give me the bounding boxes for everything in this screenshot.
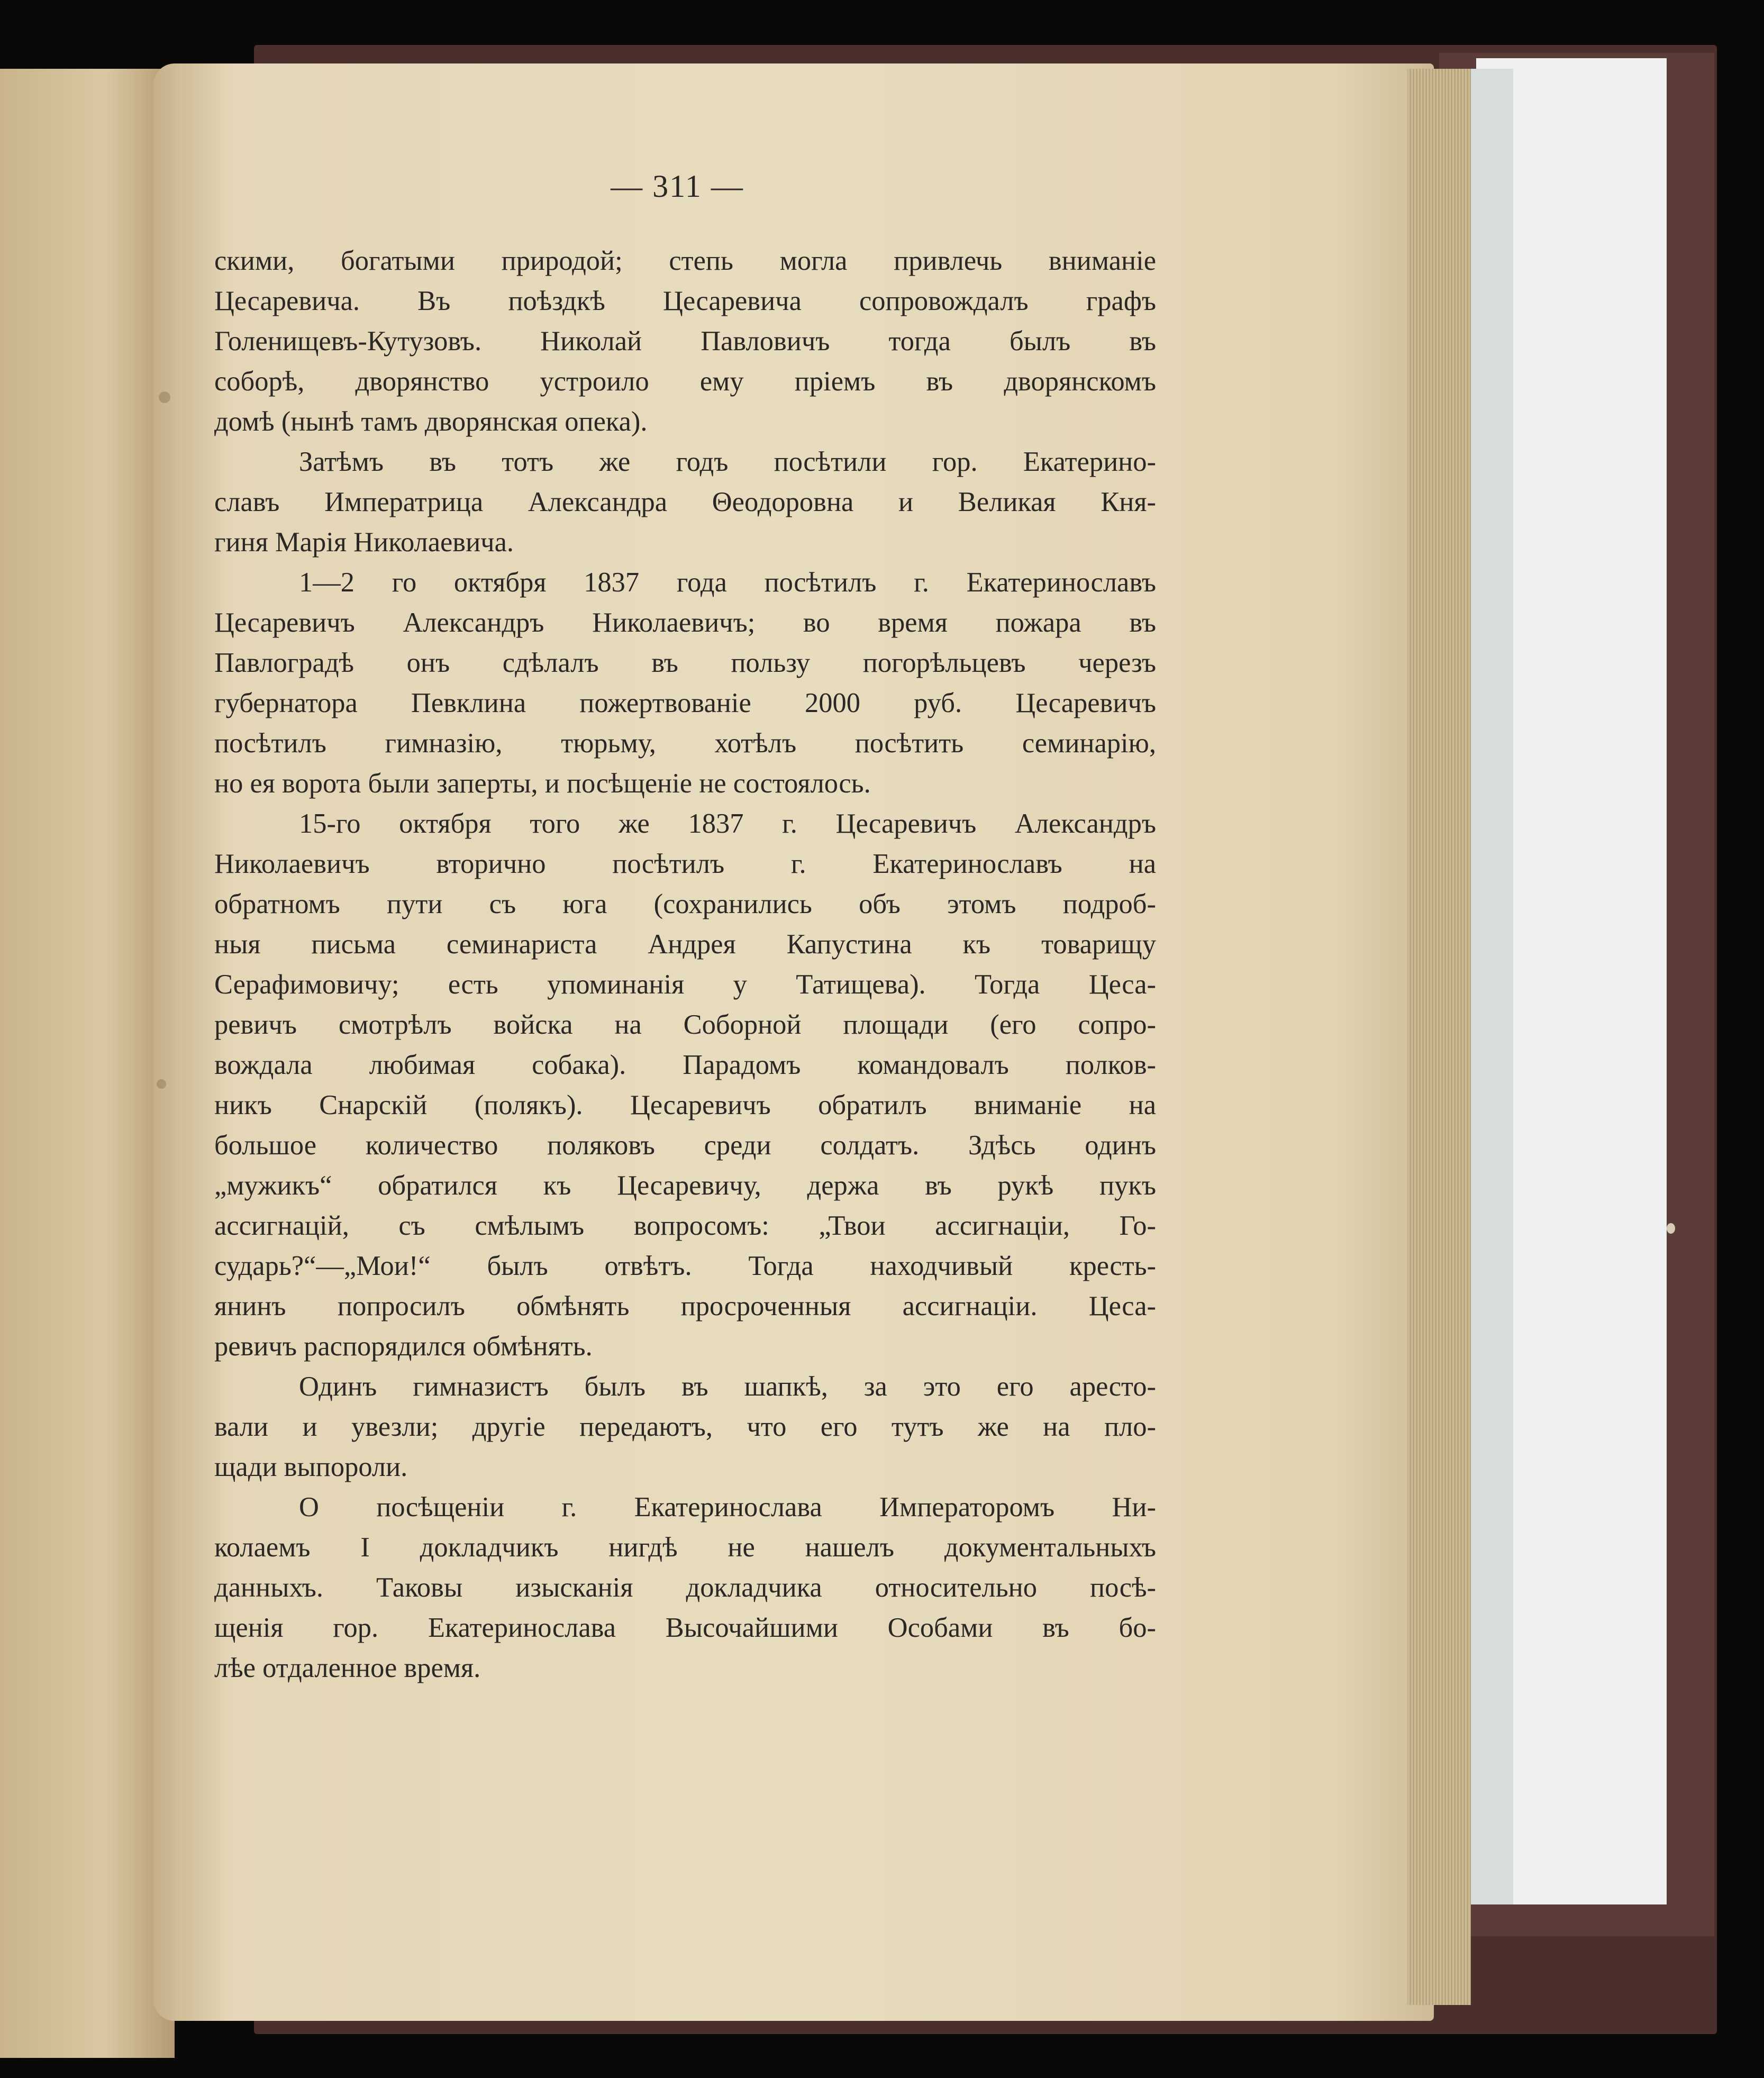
text-line: Затѣмъ въ тотъ же годъ посѣтили гор. Екатерино-	[299, 446, 1156, 477]
text-line: 15-го октября того же 1837 г. Цесаревичъ Александръ	[299, 808, 1156, 839]
text-line: ревичъ распорядился обмѣнять.	[214, 1331, 593, 1362]
text-line: „мужикъ“ обратился къ Цесаревичу, держа въ рукѣ пукъ	[214, 1170, 1156, 1201]
text-line: ревичъ смотрѣлъ войска на Соборной площади (его сопро-	[214, 1009, 1156, 1040]
text-line: никъ Снарскій (полякъ). Цесаревичъ обратилъ вниманіе на	[214, 1090, 1156, 1120]
text-line: сударь?“—„Мои!“ былъ отвѣтъ. Тогда находчивый кресть-	[214, 1251, 1156, 1281]
text-line: Серафимовичу; есть упоминанія у Татищева). Тогда Цеса-	[214, 969, 1156, 1000]
page-number: — 311 —	[611, 169, 744, 204]
text-line: колаемъ I докладчикъ нигдѣ не нашелъ документальныхъ	[214, 1532, 1156, 1563]
text-line: скими, богатыми природой; степь могла привлечь вниманіе	[214, 245, 1156, 276]
text-line: ныя письма семинариста Андрея Капустина къ товарищу	[214, 929, 1156, 960]
page-body-text	[214, 241, 1156, 1688]
text-line: посѣтилъ гимназію, тюрьму, хотѣлъ посѣтить семинарію,	[214, 728, 1156, 759]
text-line: Голенищевъ-Кутузовъ. Николай Павловичъ тогда былъ въ	[214, 326, 1156, 357]
paper-stain	[159, 391, 170, 403]
text-line: данныхъ. Таковы изысканія докладчика относительно посѣ-	[214, 1572, 1156, 1603]
page-fore-edge	[1407, 69, 1471, 2005]
text-line: 1—2 го октября 1837 года посѣтилъ г. Екатеринославъ	[299, 567, 1156, 598]
text-line: Цесаревича. Въ поѣздкѣ Цесаревича сопровождалъ графъ	[214, 286, 1156, 316]
text-line: обратномъ пути съ юга (сохранились объ этомъ подроб-	[214, 889, 1156, 919]
paper-speck	[1667, 1223, 1675, 1234]
text-line: соборѣ, дворянство устроило ему пріемъ въ дворянскомъ	[214, 366, 1156, 397]
text-line: губернатора Певклина пожертвованіе 2000 руб. Цесаревичъ	[214, 688, 1156, 718]
text-line: большое количество поляковъ среди солдатъ. Здѣсь одинъ	[214, 1130, 1156, 1161]
text-line: щенія гор. Екатеринослава Высочайшими Особами въ бо-	[214, 1612, 1156, 1643]
text-line: вождала любимая собака). Парадомъ командовалъ полков-	[214, 1050, 1156, 1080]
text-line: гиня Марія Николаевича.	[214, 527, 514, 558]
left-page-edge	[0, 69, 175, 2058]
text-line: славъ Императрица Александра Θеодоровна и Великая Кня-	[214, 487, 1156, 517]
text-line: но ея ворота были заперты, и посѣщеніе не состоялось.	[214, 768, 871, 799]
text-line: Николаевичъ вторично посѣтилъ г. Екатеринославъ на	[214, 849, 1156, 879]
text-line: ассигнацій, съ смѣлымъ вопросомъ: „Твои ассигнаціи, Го-	[214, 1210, 1156, 1241]
text-line: щади выпороли.	[214, 1452, 408, 1482]
text-line: Цесаревичъ Александръ Николаевичъ; во время пожара въ	[214, 607, 1156, 638]
text-line: янинъ попросилъ обмѣнять просроченныя ассигнаціи. Цеса-	[214, 1291, 1156, 1321]
text-line: О посѣщеніи г. Екатеринослава Императоромъ Ни-	[299, 1492, 1156, 1523]
text-line: лѣе отдаленное время.	[214, 1653, 481, 1683]
text-line: Одинъ гимназистъ былъ въ шапкѣ, за это его аресто-	[299, 1371, 1156, 1402]
text-line: вали и увезли; другіе передаютъ, что его тутъ же на пло-	[214, 1411, 1156, 1442]
text-line: домѣ (нынѣ тамъ дворянская опека).	[214, 406, 648, 437]
paper-stain	[157, 1079, 166, 1089]
text-line: Павлоградѣ онъ сдѣлалъ въ пользу погорѣльцевъ черезъ	[214, 648, 1156, 678]
